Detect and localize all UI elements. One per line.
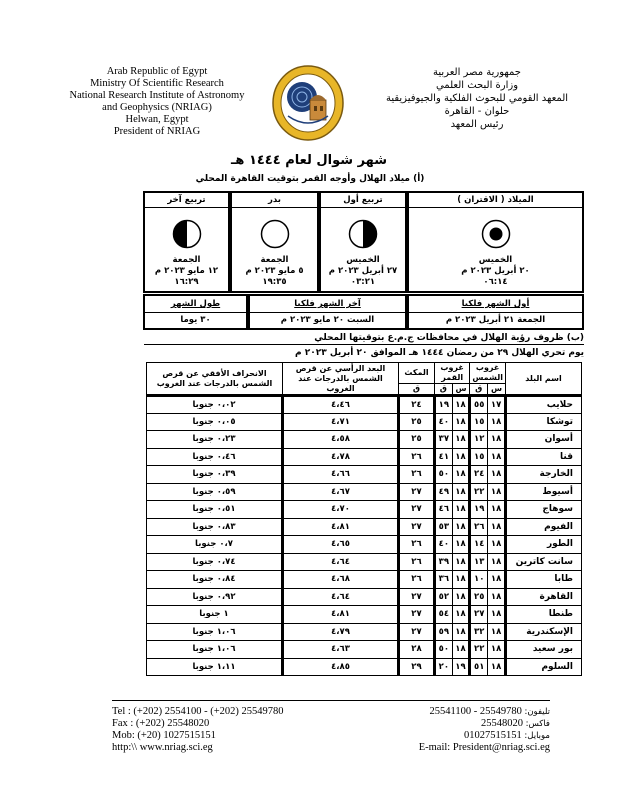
table-cell-moonset-hour: ١٨: [452, 413, 470, 431]
table-cell-deviation: ٠،٤٦ جنوبا: [147, 448, 283, 466]
table-row: [147, 623, 582, 641]
table-cell-deviation: ٠،٧٤ جنوبا: [147, 553, 283, 571]
unit-hour: س: [452, 384, 470, 396]
header-en-line: Ministry Of Scientific Research: [90, 78, 224, 89]
phase-date: ١٢ مايو ٢٠٢٣ م: [154, 266, 219, 276]
table-cell-city: قنا: [506, 448, 582, 466]
table-cell-lag: ٢٧: [399, 501, 435, 519]
phase-date: ٢٧ أبريل ٢٠٢٣ م: [328, 266, 398, 276]
table-cell-city: سانت كاترين: [506, 553, 582, 571]
month-first-label: أول الشهر فلكيا: [409, 296, 582, 313]
table-cell-moonset-minute: ٥٩: [435, 623, 453, 641]
last-quarter-icon: [172, 219, 202, 249]
header-ar-line: جمهورية مصر العربية: [433, 67, 521, 78]
table-cell-moonset-minute: ٤٠: [435, 536, 453, 554]
header-english-block: [52, 66, 262, 138]
table-cell-lag: ٢٦: [399, 448, 435, 466]
table-cell-moonset-minute: ٣٦: [435, 571, 453, 589]
table-cell-lag: ٢٧: [399, 518, 435, 536]
table-cell-sunset-minute: ١٠: [470, 571, 488, 589]
table-cell-altitude: ٤،٦٥: [283, 536, 399, 554]
header-en-line: President of NRIAG: [113, 126, 201, 137]
table-row: [147, 483, 582, 501]
table-cell-lag: ٢٦: [399, 536, 435, 554]
table-cell-deviation: ٠،٢٣ جنوبا: [147, 431, 283, 449]
phase-day: الخميس: [346, 255, 380, 265]
month-last-value: السبت ٢٠ مايو ٢٠٢٣ م: [280, 315, 375, 325]
table-row: [147, 571, 582, 589]
table-cell-altitude: ٤،٦٤: [283, 553, 399, 571]
table-cell-deviation: ١،٠٦ جنوبا: [147, 623, 283, 641]
phase-box-full-moon: [230, 191, 319, 293]
table-cell-deviation: ٠،٩٢ جنوبا: [147, 588, 283, 606]
table-cell-deviation: ٠،٠٢ جنوبا: [147, 396, 283, 414]
month-length-box: [143, 294, 248, 330]
table-cell-sunset-minute: ١٤: [470, 536, 488, 554]
table-cell-moonset-hour: ١٨: [452, 466, 470, 484]
table-cell-sunset-hour: ١٨: [488, 448, 506, 466]
table-cell-sunset-minute: ١٥: [470, 413, 488, 431]
table-row: [147, 396, 582, 414]
footer-ar-mob: 01027515151: [464, 730, 522, 741]
footer-mobile: Mob: (+20) 1027515151: [112, 730, 216, 741]
table-cell-moonset-hour: ١٨: [452, 396, 470, 414]
table-cell-lag: ٢٦: [399, 553, 435, 571]
footer-ar-tel: 25549780 - 25541100: [429, 706, 522, 717]
table-cell-city: أسوان: [506, 431, 582, 449]
table-cell-deviation: ٠،٣٩ جنوبا: [147, 466, 283, 484]
header-ar-line: وزارة البحث العلمي: [435, 80, 519, 91]
table-row: [147, 536, 582, 554]
moon-visibility-table: [146, 362, 582, 676]
table-cell-moonset-minute: ٢٠: [435, 658, 453, 676]
table-cell-sunset-minute: ٥١: [470, 658, 488, 676]
table-cell-deviation: ٠،٠٥ جنوبا: [147, 413, 283, 431]
col-header-city: اسم البلد: [506, 363, 582, 396]
table-cell-sunset-hour: ١٨: [488, 571, 506, 589]
table-cell-moonset-minute: ٥٠: [435, 466, 453, 484]
phase-day: الجمعة: [172, 255, 201, 265]
table-cell-moonset-hour: ١٨: [452, 536, 470, 554]
phase-day: الخميس: [478, 255, 513, 265]
table-cell-altitude: ٤،٥٨: [283, 431, 399, 449]
section-a-heading: (أ) ميلاد الهلال وأوجه القمر بتوقيت القاهرة المحلي: [195, 174, 425, 184]
table-cell-moonset-minute: ٤١: [435, 448, 453, 466]
phase-name: الميلاد ( الاقتران ): [409, 193, 582, 208]
table-cell-sunset-hour: ١٨: [488, 431, 506, 449]
table-row: [147, 413, 582, 431]
month-last-day-box: [248, 294, 407, 330]
phase-time: ٠٦:١٤: [483, 277, 508, 287]
page-title: شهر شوال لعام ١٤٤٤ هـ: [230, 153, 388, 168]
table-cell-city: الإسكندرية: [506, 623, 582, 641]
table-cell-altitude: ٤،٦٧: [283, 483, 399, 501]
footer-ar-mob-label: موبايل:: [524, 731, 550, 741]
nriag-logo: [271, 64, 345, 142]
table-cell-moonset-hour: ١٨: [452, 553, 470, 571]
footer-tel: Tel : (+202) 2554100 - (+202) 25549780: [112, 706, 284, 717]
phase-box-last-quarter: [143, 191, 230, 293]
table-cell-deviation: ١ جنوبا: [147, 606, 283, 624]
table-cell-moonset-minute: ٥٢: [435, 588, 453, 606]
table-cell-deviation: ٠،٧ جنوبا: [147, 536, 283, 554]
table-cell-sunset-minute: ١٩: [470, 501, 488, 519]
table-cell-sunset-minute: ١٢: [470, 431, 488, 449]
table-cell-sunset-minute: ٢٦: [470, 518, 488, 536]
table-cell-sunset-hour: ١٨: [488, 536, 506, 554]
table-cell-city: السلوم: [506, 658, 582, 676]
table-cell-altitude: ٤،٧٠: [283, 501, 399, 519]
month-length-label: طول الشهر: [145, 296, 246, 313]
table-cell-sunset-hour: ١٨: [488, 501, 506, 519]
table-cell-sunset-minute: ٥٥: [470, 396, 488, 414]
table-cell-altitude: ٤،٦٤: [283, 588, 399, 606]
table-row: [147, 518, 582, 536]
phase-box-first-quarter: [319, 191, 407, 293]
table-cell-city: طابا: [506, 571, 582, 589]
table-cell-altitude: ٤،٧١: [283, 413, 399, 431]
table-row: [147, 553, 582, 571]
month-first-value: الجمعة ٢١ أبريل ٢٠٢٣ م: [445, 315, 546, 325]
table-cell-lag: ٢٦: [399, 466, 435, 484]
table-cell-sunset-hour: ١٨: [488, 518, 506, 536]
month-first-day-box: [407, 294, 584, 330]
table-cell-altitude: ٤،٦٨: [283, 571, 399, 589]
table-cell-altitude: ٤،٦٦: [283, 466, 399, 484]
phase-date: ٥ مايو ٢٠٢٣ م: [245, 266, 304, 276]
table-cell-city: حلايب: [506, 396, 582, 414]
table-cell-altitude: ٤،٧٩: [283, 623, 399, 641]
unit-minute: ق: [470, 384, 488, 396]
table-cell-sunset-hour: ١٨: [488, 658, 506, 676]
footer-fax: Fax : (+202) 25548020: [112, 718, 210, 729]
table-cell-city: أسيوط: [506, 483, 582, 501]
table-cell-lag: ٢٧: [399, 588, 435, 606]
col-header-moonset: غروب القمر: [435, 363, 470, 384]
table-cell-altitude: ٤،٨١: [283, 606, 399, 624]
table-cell-altitude: ٤،٨٥: [283, 658, 399, 676]
footer-ar-fax: 25548020: [480, 718, 523, 729]
month-length-value: ٣٠ يوما: [180, 315, 211, 325]
table-row: [147, 448, 582, 466]
table-cell-moonset-hour: ١٨: [452, 501, 470, 519]
table-cell-city: بور سعيد: [506, 641, 582, 659]
table-cell-altitude: ٤،٦٣: [283, 641, 399, 659]
table-cell-moonset-hour: ١٨: [452, 606, 470, 624]
table-cell-sunset-hour: ١٨: [488, 483, 506, 501]
footer-english-contacts: [112, 706, 352, 754]
table-cell-city: طنطا: [506, 606, 582, 624]
table-cell-sunset-minute: ٣٢: [470, 623, 488, 641]
phase-name: بدر: [232, 193, 317, 208]
table-cell-sunset-hour: ١٨: [488, 466, 506, 484]
table-cell-moonset-minute: ٥٠: [435, 641, 453, 659]
header-en-line: Helwan, Egypt: [125, 114, 189, 125]
phase-name: تربيع آخر: [145, 193, 228, 208]
col-header-sunset: غروب الشمس: [470, 363, 506, 384]
table-cell-moonset-hour: ١٨: [452, 641, 470, 659]
table-cell-moonset-hour: ١٨: [452, 588, 470, 606]
table-cell-sunset-hour: ١٨: [488, 588, 506, 606]
month-last-label: آخر الشهر فلكيا: [250, 296, 405, 313]
table-cell-lag: ٢٧: [399, 623, 435, 641]
table-cell-sunset-minute: ١٣: [470, 553, 488, 571]
phase-day: الجمعة: [260, 255, 289, 265]
table-cell-moonset-minute: ٥٤: [435, 606, 453, 624]
table-cell-moonset-minute: ٣٧: [435, 431, 453, 449]
table-cell-lag: ٢٧: [399, 483, 435, 501]
table-row: [147, 641, 582, 659]
first-quarter-icon: [348, 219, 378, 249]
table-row: [147, 466, 582, 484]
table-cell-sunset-minute: ٢٧: [470, 606, 488, 624]
header-arabic-block: [372, 66, 582, 131]
table-cell-deviation: ١،٠٦ جنوبا: [147, 641, 283, 659]
header-en-line: Arab Republic of Egypt: [106, 66, 208, 77]
table-row: [147, 658, 582, 676]
col-header-deviation: الانحراف الأفقي عن قرص الشمس بالدرجات عند الغروب: [147, 363, 283, 396]
table-cell-sunset-minute: ١٥: [470, 448, 488, 466]
table-cell-deviation: ٠،٨٣ جنوبا: [147, 518, 283, 536]
unit-minute: ق: [399, 384, 435, 396]
table-cell-sunset-hour: ١٨: [488, 623, 506, 641]
unit-minute: ق: [435, 384, 453, 396]
phase-box-new-moon: [407, 191, 584, 293]
table-cell-moonset-hour: ١٨: [452, 518, 470, 536]
phase-time: ١٦:٢٩: [174, 277, 199, 287]
table-cell-moonset-minute: ٣٩: [435, 553, 453, 571]
footer-ar-tel-label: تليفون:: [524, 707, 550, 717]
table-cell-city: الخارجة: [506, 466, 582, 484]
col-header-lag: المكث: [399, 363, 435, 384]
table-cell-moonset-minute: ٤٩: [435, 483, 453, 501]
table-cell-moonset-minute: ٥٣: [435, 518, 453, 536]
table-cell-altitude: ٤،٨١: [283, 518, 399, 536]
footer-divider: [112, 700, 550, 701]
col-header-altitude: البعد الرأسي عن قرص الشمس بالدرجات عند الغروب: [283, 363, 399, 396]
table-cell-city: الفيوم: [506, 518, 582, 536]
table-cell-city: القاهرة: [506, 588, 582, 606]
table-cell-moonset-hour: ١٨: [452, 623, 470, 641]
table-cell-moonset-hour: ١٨: [452, 483, 470, 501]
table-cell-lag: ٢٥: [399, 413, 435, 431]
table-cell-deviation: ١،١١ جنوبا: [147, 658, 283, 676]
table-cell-lag: ٢٥: [399, 431, 435, 449]
table-cell-sunset-minute: ٢٥: [470, 588, 488, 606]
table-cell-deviation: ٠،٥٩ جنوبا: [147, 483, 283, 501]
table-cell-sunset-hour: ١٧: [488, 396, 506, 414]
table-row: [147, 501, 582, 519]
table-row: [147, 606, 582, 624]
table-cell-sunset-minute: ٢٢: [470, 483, 488, 501]
header-ar-line: حلوان - القاهرة: [444, 106, 510, 117]
table-cell-sunset-hour: ١٨: [488, 553, 506, 571]
table-cell-moonset-hour: ١٨: [452, 571, 470, 589]
table-cell-lag: ٢٤: [399, 396, 435, 414]
footer-ar-fax-label: فاكس:: [525, 719, 550, 729]
full-moon-icon: [260, 219, 290, 249]
phase-time: ٠٣:٢١: [350, 277, 376, 287]
table-cell-sunset-hour: ١٨: [488, 413, 506, 431]
table-cell-lag: ٢٩: [399, 658, 435, 676]
header-ar-line: المعهد القومي للبحوث الفلكية والجيوفيزيقية: [385, 93, 569, 104]
table-cell-moonset-hour: ١٨: [452, 431, 470, 449]
table-cell-altitude: ٤،٧٨: [283, 448, 399, 466]
header-en-line: and Geophysics (NRIAG): [102, 102, 212, 113]
table-cell-lag: ٢٦: [399, 571, 435, 589]
table-cell-sunset-minute: ٢٢: [470, 641, 488, 659]
table-cell-moonset-minute: ٤٠: [435, 413, 453, 431]
table-cell-deviation: ٠،٥١ جنوبا: [147, 501, 283, 519]
footer-email-link[interactable]: E-mail: President@nriag.sci.eg: [418, 742, 550, 753]
table-cell-moonset-hour: ١٩: [452, 658, 470, 676]
table-cell-sunset-hour: ١٨: [488, 606, 506, 624]
phase-name: تربيع أول: [321, 193, 405, 208]
header-ar-line: رئيس المعهد: [450, 119, 504, 130]
table-cell-city: الطور: [506, 536, 582, 554]
footer-website-link[interactable]: http:\\ www.nriag.sci.eg: [112, 742, 213, 753]
new-moon-icon: [481, 219, 511, 249]
section-b-heading: (ب) ظروف رؤية الهلال في محافظات ج.م.ع بتوقيتها المحلي: [144, 333, 584, 345]
table-cell-altitude: ٤،٤٦: [283, 396, 399, 414]
phase-time: ١٩:٣٥: [262, 277, 287, 287]
table-cell-moonset-minute: ٤٦: [435, 501, 453, 519]
table-cell-lag: ٢٧: [399, 606, 435, 624]
table-cell-sunset-hour: ١٨: [488, 641, 506, 659]
table-cell-lag: ٢٨: [399, 641, 435, 659]
table-cell-city: توشكا: [506, 413, 582, 431]
table-cell-sunset-minute: ٢٤: [470, 466, 488, 484]
footer-arabic-contacts: [360, 706, 550, 754]
phase-date: ٢٠ أبريل ٢٠٢٣ م: [461, 266, 530, 276]
table-row: [147, 588, 582, 606]
unit-hour: س: [488, 384, 506, 396]
table-cell-city: سوهاج: [506, 501, 582, 519]
table-row: [147, 431, 582, 449]
table-cell-moonset-hour: ١٨: [452, 448, 470, 466]
table-cell-moonset-minute: ١٩: [435, 396, 453, 414]
table-cell-deviation: ٠،٨٤ جنوبا: [147, 571, 283, 589]
header-en-line: National Research Institute of Astronomy: [69, 90, 245, 101]
observation-day-line: يوم تحري الهلال ٢٩ من رمضان ١٤٤٤ هـ الموافق ٢٠ أبريل ٢٠٢٣ م: [295, 348, 584, 358]
